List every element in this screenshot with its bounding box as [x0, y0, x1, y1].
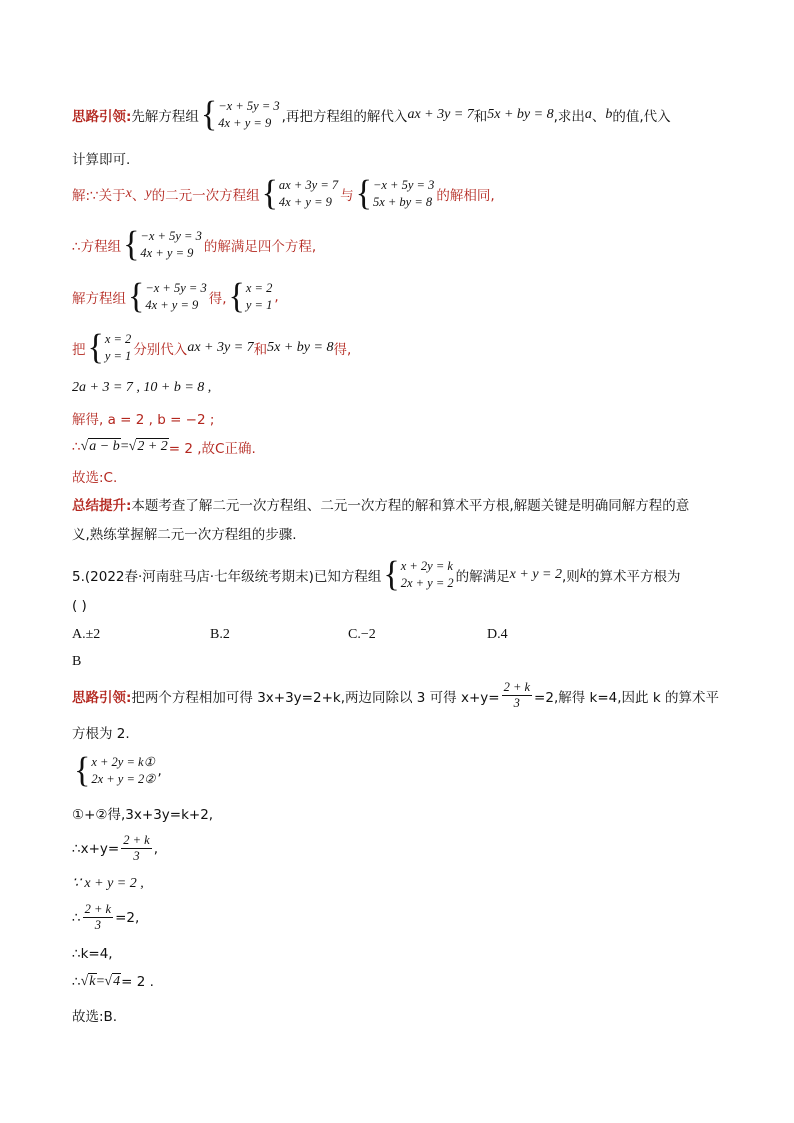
fraction: $\frac{2 + k}{3}$	[84, 902, 112, 932]
solution-line-6: 解得, a = 2 , b = −2 ;	[72, 412, 215, 428]
equation-system: { x + 2y = k① 2x + y = 2②	[74, 751, 156, 790]
fraction: $\frac{2 + k}{3}$	[123, 833, 150, 863]
equation-system: { −x + 5y = 3 4x + y = 9	[200, 95, 280, 134]
work-line-5: ∴k=4,	[72, 946, 113, 962]
equation-system: { −x + 5y = 3 4x + y = 9	[128, 277, 207, 316]
hint-line-2: 计算即可.	[72, 152, 131, 168]
equation-system: { −x + 5y = 3 5x + by = 8	[355, 174, 435, 213]
equation-system: { x + 2y = k 2x + y = 2	[383, 555, 454, 594]
solution-system: { x = 2 y = 1	[228, 277, 273, 316]
hint-line-1: 思路引领: 先解方程组 { −x + 5y = 3 4x + y = 9 ,再把方程组的解代入 ax + 3y = 7 和 5x + by = 8 ,求出 a 、 b 的值,代入	[72, 95, 671, 134]
option-a: A.±2	[72, 627, 101, 642]
solution-line-7: ∴ √a − b = √2 + 2 = 2 ,故C正确.	[72, 439, 256, 457]
hint-label: 思路引领:	[72, 109, 132, 125]
work-line-3: ∵ x + y = 2 ,	[72, 876, 144, 891]
work-line-2: ∴x+y= $\frac{2 + k}{3}$ ,	[72, 833, 158, 863]
solution-line-1: 解:∵关于 x 、 y 的二元一次方程组 { ax + 3y = 7 4x + y = 9 与 { −x + 5y = 3 5x + by = 8 的解相同,	[72, 174, 495, 213]
solution-line-8: 故选:C.	[72, 470, 118, 486]
work-line-4: ∴ $\frac{2 + k}{3}$ =2,	[72, 902, 140, 932]
hint2-line-1: 思路引领: 把两个方程相加可得 3x+3y=2+k,两边同除以 3 可得 x+y= $\frac{2 + k}{3}$ =2,解得 k=4,因此 k 的算术平	[72, 680, 719, 710]
solution-line-5: 2a + 3 = 7 , 10 + b = 8 ,	[72, 380, 212, 395]
option-b: B.2	[210, 627, 230, 642]
solution-line-4: 把 { x = 2 y = 1 分别代入 ax + 3y = 7 和 5x + by = 8 得,	[72, 328, 352, 367]
summary-line-2: 义,熟练掌握解二元一次方程组的步骤.	[72, 527, 297, 543]
work-line-6: ∴ √k = √4 = 2 .	[72, 974, 154, 990]
equation-system: { ax + 3y = 7 4x + y = 9	[261, 174, 339, 213]
solution-line-2: ∴方程组 { −x + 5y = 3 4x + y = 9 的解满足四个方程,	[72, 225, 317, 264]
question-5-paren: ( )	[72, 598, 87, 614]
option-c: C.−2	[348, 627, 376, 642]
option-d: D.4	[487, 627, 508, 642]
work-line-1: ①+②得,3x+3y=k+2,	[72, 807, 214, 823]
summary-label: 总结提升:	[72, 498, 132, 514]
solution-system: { x = 2 y = 1	[87, 328, 132, 367]
hint2-line-2: 方根为 2.	[72, 726, 130, 742]
solution-line-3: 解方程组 { −x + 5y = 3 4x + y = 9 得, { x = 2 y = 1 ,	[72, 277, 279, 316]
summary-line-1: 总结提升: 本题考查了解二元一次方程组、二元一次方程的解和算术平方根,解题关键是明确同解方程的意	[72, 494, 689, 514]
question-5: 5.(2022春·河南驻马店·七年级统考期末)已知方程组 { x + 2y = k 2x + y = 2 的解满足 x + y = 2 ,则 k 的算术平方根为	[72, 555, 681, 594]
answer: B	[72, 654, 82, 669]
equation-system: { −x + 5y = 3 4x + y = 9	[123, 225, 202, 264]
fraction: $\frac{2 + k}{3}$	[503, 680, 531, 710]
work-system: { x + 2y = k① 2x + y = 2② ,	[74, 751, 162, 790]
work-line-7: 故选:B.	[72, 1009, 118, 1025]
